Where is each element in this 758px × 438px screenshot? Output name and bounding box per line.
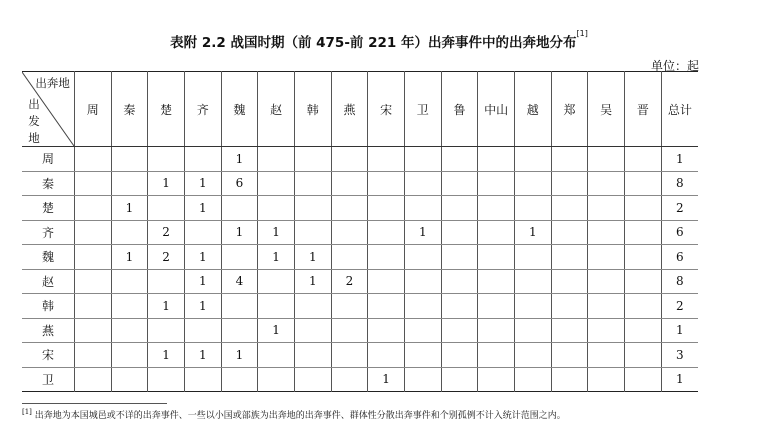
count-cell: 1	[184, 269, 221, 294]
column-header: 齐	[184, 72, 221, 147]
total-cell: 2	[661, 196, 698, 221]
count-cell	[221, 318, 258, 343]
count-cell	[404, 245, 441, 270]
row-label: 楚	[22, 196, 74, 221]
count-cell	[404, 343, 441, 368]
count-cell: 1	[514, 220, 551, 245]
column-header: 魏	[221, 72, 258, 147]
column-header: 楚	[148, 72, 185, 147]
count-cell	[478, 196, 515, 221]
total-cell: 1	[661, 367, 698, 392]
count-cell	[74, 269, 111, 294]
count-cell	[624, 196, 661, 221]
column-header: 鲁	[441, 72, 478, 147]
column-header: 晋	[624, 72, 661, 147]
count-cell	[624, 245, 661, 270]
row-label: 宋	[22, 343, 74, 368]
count-cell	[294, 318, 331, 343]
count-cell	[441, 294, 478, 319]
count-cell	[441, 220, 478, 245]
count-cell	[624, 147, 661, 172]
row-label: 赵	[22, 269, 74, 294]
table-row	[22, 367, 698, 392]
total-cell: 3	[661, 343, 698, 368]
count-cell	[404, 147, 441, 172]
count-cell: 1	[404, 220, 441, 245]
count-cell	[478, 318, 515, 343]
row-label: 韩	[22, 294, 74, 319]
count-cell: 1	[184, 343, 221, 368]
count-cell: 1	[294, 269, 331, 294]
distribution-table	[22, 71, 698, 392]
count-cell	[478, 220, 515, 245]
count-cell: 1	[148, 171, 185, 196]
count-cell	[624, 269, 661, 294]
count-cell	[74, 367, 111, 392]
count-cell	[74, 171, 111, 196]
count-cell	[294, 367, 331, 392]
count-cell	[111, 318, 148, 343]
table-title-text: 表附 2.2 战国时期（前 475-前 221 年）出奔事件中的出奔地分布	[170, 35, 577, 51]
count-cell	[514, 343, 551, 368]
total-cell: 8	[661, 171, 698, 196]
column-header: 卫	[404, 72, 441, 147]
header-row	[22, 72, 698, 147]
count-cell: 1	[221, 147, 258, 172]
count-cell: 2	[148, 220, 185, 245]
corner-from-label: 出发地	[28, 97, 40, 145]
count-cell	[478, 171, 515, 196]
count-cell	[294, 171, 331, 196]
row-label: 燕	[22, 318, 74, 343]
column-header: 秦	[111, 72, 148, 147]
count-cell	[111, 294, 148, 319]
count-cell	[331, 220, 368, 245]
count-cell	[588, 171, 625, 196]
count-cell: 2	[331, 269, 368, 294]
column-header: 总计	[661, 72, 698, 147]
count-cell: 1	[258, 245, 295, 270]
count-cell	[588, 269, 625, 294]
count-cell	[588, 318, 625, 343]
count-cell	[258, 343, 295, 368]
count-cell	[514, 147, 551, 172]
count-cell	[441, 196, 478, 221]
count-cell	[588, 245, 625, 270]
count-cell	[184, 318, 221, 343]
table-row	[22, 220, 698, 245]
corner-to-label: 出奔地	[35, 76, 70, 90]
column-header: 吴	[588, 72, 625, 147]
count-cell	[588, 367, 625, 392]
count-cell	[148, 147, 185, 172]
count-cell	[624, 294, 661, 319]
count-cell	[258, 171, 295, 196]
table-row	[22, 269, 698, 294]
column-header: 韩	[294, 72, 331, 147]
count-cell	[111, 171, 148, 196]
count-cell	[588, 220, 625, 245]
count-cell	[624, 171, 661, 196]
count-cell	[441, 318, 478, 343]
column-header: 中山	[478, 72, 515, 147]
column-header: 燕	[331, 72, 368, 147]
total-cell: 2	[661, 294, 698, 319]
count-cell	[368, 318, 405, 343]
count-cell: 1	[148, 343, 185, 368]
column-header: 宋	[368, 72, 405, 147]
count-cell	[441, 343, 478, 368]
count-cell	[331, 147, 368, 172]
count-cell	[404, 367, 441, 392]
count-cell	[368, 171, 405, 196]
count-cell: 2	[148, 245, 185, 270]
count-cell	[404, 196, 441, 221]
count-cell	[258, 196, 295, 221]
count-cell	[221, 245, 258, 270]
row-label: 齐	[22, 220, 74, 245]
count-cell	[551, 196, 588, 221]
total-cell: 1	[661, 147, 698, 172]
count-cell	[294, 294, 331, 319]
count-cell: 6	[221, 171, 258, 196]
count-cell	[478, 269, 515, 294]
count-cell	[74, 245, 111, 270]
count-cell: 1	[148, 294, 185, 319]
row-label: 魏	[22, 245, 74, 270]
count-cell	[258, 147, 295, 172]
count-cell	[588, 294, 625, 319]
count-cell	[478, 245, 515, 270]
count-cell: 1	[184, 171, 221, 196]
count-cell	[368, 147, 405, 172]
count-cell	[294, 196, 331, 221]
count-cell	[404, 294, 441, 319]
count-cell	[184, 367, 221, 392]
count-cell	[111, 220, 148, 245]
count-cell	[514, 294, 551, 319]
count-cell	[551, 147, 588, 172]
count-cell	[184, 147, 221, 172]
count-cell	[624, 367, 661, 392]
count-cell	[588, 147, 625, 172]
count-cell	[294, 220, 331, 245]
count-cell: 1	[111, 196, 148, 221]
count-cell	[478, 343, 515, 368]
count-cell: 1	[258, 318, 295, 343]
count-cell: 1	[184, 245, 221, 270]
count-cell	[588, 343, 625, 368]
count-cell	[404, 171, 441, 196]
count-cell	[551, 171, 588, 196]
count-cell: 1	[294, 245, 331, 270]
count-cell	[148, 367, 185, 392]
table-row	[22, 343, 698, 368]
count-cell	[331, 245, 368, 270]
column-header: 周	[74, 72, 111, 147]
count-cell: 1	[111, 245, 148, 270]
count-cell	[221, 294, 258, 319]
count-cell	[551, 245, 588, 270]
count-cell	[514, 171, 551, 196]
footnote	[22, 408, 566, 421]
count-cell	[478, 294, 515, 319]
total-cell: 8	[661, 269, 698, 294]
count-cell	[111, 269, 148, 294]
table-row	[22, 294, 698, 319]
count-cell	[258, 294, 295, 319]
table-row	[22, 245, 698, 270]
count-cell: 1	[221, 343, 258, 368]
footnote-text: 出奔地为本国城邑或不详的出奔事件、一些以小国或部族为出奔地的出奔事件、群体性分散出奔事件和个别孤例不计入统计范围之内。	[34, 411, 566, 421]
count-cell	[588, 196, 625, 221]
count-cell	[624, 318, 661, 343]
count-cell	[514, 269, 551, 294]
count-cell	[294, 343, 331, 368]
count-cell: 1	[184, 294, 221, 319]
row-label: 秦	[22, 171, 74, 196]
table-row	[22, 318, 698, 343]
count-cell: 1	[184, 196, 221, 221]
count-cell	[221, 196, 258, 221]
count-cell	[148, 318, 185, 343]
count-cell	[514, 245, 551, 270]
count-cell	[404, 269, 441, 294]
corner-header	[22, 72, 74, 147]
table-title	[0, 31, 758, 51]
count-cell	[441, 147, 478, 172]
count-cell	[294, 147, 331, 172]
table-row	[22, 196, 698, 221]
count-cell	[74, 220, 111, 245]
total-cell: 6	[661, 245, 698, 270]
column-header: 越	[514, 72, 551, 147]
count-cell: 1	[221, 220, 258, 245]
column-header: 赵	[258, 72, 295, 147]
count-cell	[111, 367, 148, 392]
count-cell	[148, 196, 185, 221]
count-cell	[404, 318, 441, 343]
count-cell	[331, 318, 368, 343]
count-cell	[551, 367, 588, 392]
count-cell	[331, 343, 368, 368]
count-cell	[111, 343, 148, 368]
count-cell	[551, 318, 588, 343]
count-cell	[331, 367, 368, 392]
count-cell	[441, 269, 478, 294]
count-cell	[441, 245, 478, 270]
count-cell: 4	[221, 269, 258, 294]
table-row	[22, 147, 698, 172]
count-cell	[441, 367, 478, 392]
count-cell	[368, 269, 405, 294]
count-cell	[331, 294, 368, 319]
count-cell: 1	[368, 367, 405, 392]
count-cell	[368, 294, 405, 319]
count-cell	[258, 367, 295, 392]
count-cell	[514, 367, 551, 392]
table-row	[22, 171, 698, 196]
count-cell	[184, 220, 221, 245]
footnote-separator	[22, 403, 167, 404]
count-cell	[331, 171, 368, 196]
title-footnote-mark: [1]	[576, 29, 588, 38]
count-cell	[514, 196, 551, 221]
count-cell	[478, 147, 515, 172]
footnote-mark: [1]	[22, 408, 32, 416]
count-cell	[551, 294, 588, 319]
count-cell	[111, 147, 148, 172]
count-cell	[368, 196, 405, 221]
count-cell	[221, 367, 258, 392]
count-cell	[74, 196, 111, 221]
total-cell: 6	[661, 220, 698, 245]
count-cell	[368, 220, 405, 245]
count-cell: 1	[258, 220, 295, 245]
total-cell: 1	[661, 318, 698, 343]
count-cell	[624, 220, 661, 245]
count-cell	[258, 269, 295, 294]
count-cell	[551, 343, 588, 368]
table-body	[22, 147, 698, 392]
count-cell	[368, 245, 405, 270]
count-cell	[514, 318, 551, 343]
count-cell	[74, 294, 111, 319]
count-cell	[624, 343, 661, 368]
count-cell	[478, 367, 515, 392]
row-label: 卫	[22, 367, 74, 392]
count-cell	[74, 318, 111, 343]
count-cell	[74, 343, 111, 368]
count-cell	[551, 220, 588, 245]
column-header: 郑	[551, 72, 588, 147]
count-cell	[148, 269, 185, 294]
unit-label: 单位：起	[650, 59, 699, 73]
count-cell	[551, 269, 588, 294]
count-cell	[74, 147, 111, 172]
count-cell	[368, 343, 405, 368]
row-label: 周	[22, 147, 74, 172]
count-cell	[441, 171, 478, 196]
count-cell	[331, 196, 368, 221]
